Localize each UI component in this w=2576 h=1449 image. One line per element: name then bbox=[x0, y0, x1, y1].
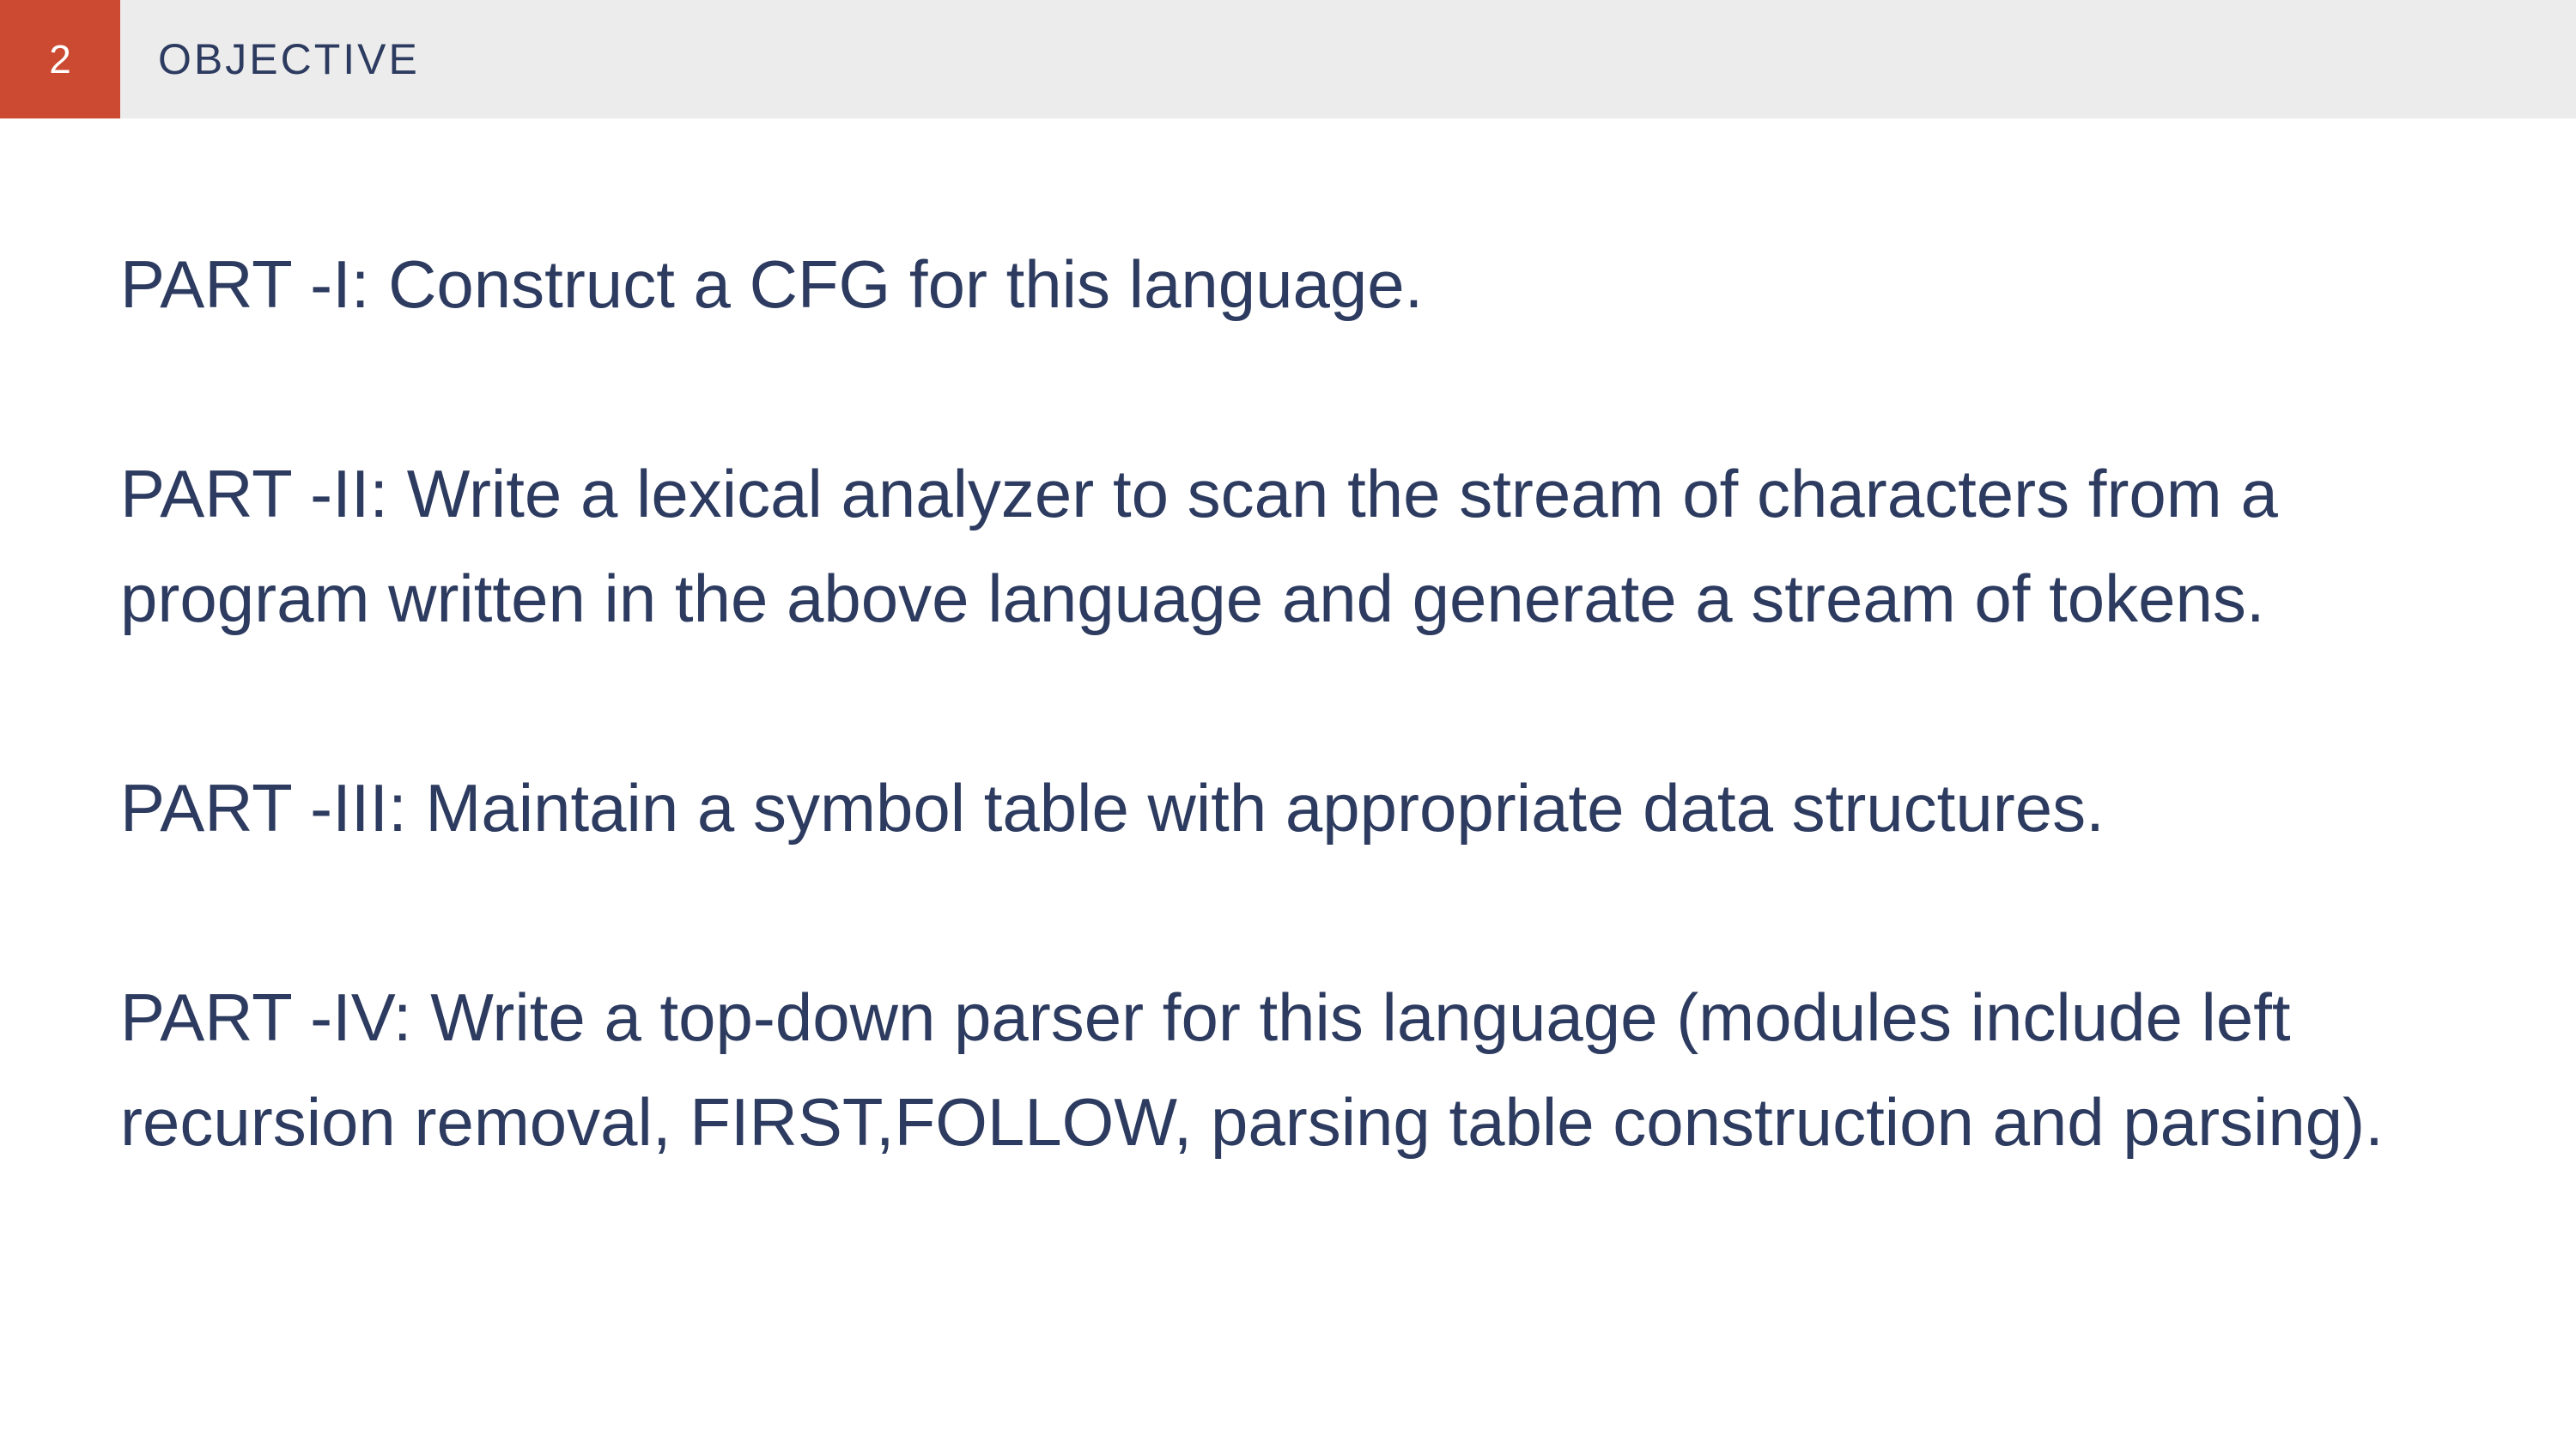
part-3-text: PART -III: Maintain a symbol table with appropriate data structures. bbox=[120, 770, 2105, 846]
part-1-text: PART -I: Construct a CFG for this language. bbox=[120, 246, 1424, 322]
part-4-text: PART -IV: Write a top-down parser for this language (modules include left recursion removal, FIRST,FOLLOW, parsing table construction and parsing). bbox=[120, 979, 2384, 1160]
part-2-text: PART -II: Write a lexical analyzer to scan the stream of characters from a program written in the above language and generate a stream of tokens. bbox=[120, 456, 2278, 636]
header-bar bbox=[0, 0, 2576, 118]
slide-number-badge bbox=[0, 0, 120, 118]
objective-content bbox=[120, 232, 2507, 1279]
slide-number: 2 bbox=[49, 37, 71, 82]
section-title: OBJECTIVE bbox=[158, 35, 420, 83]
